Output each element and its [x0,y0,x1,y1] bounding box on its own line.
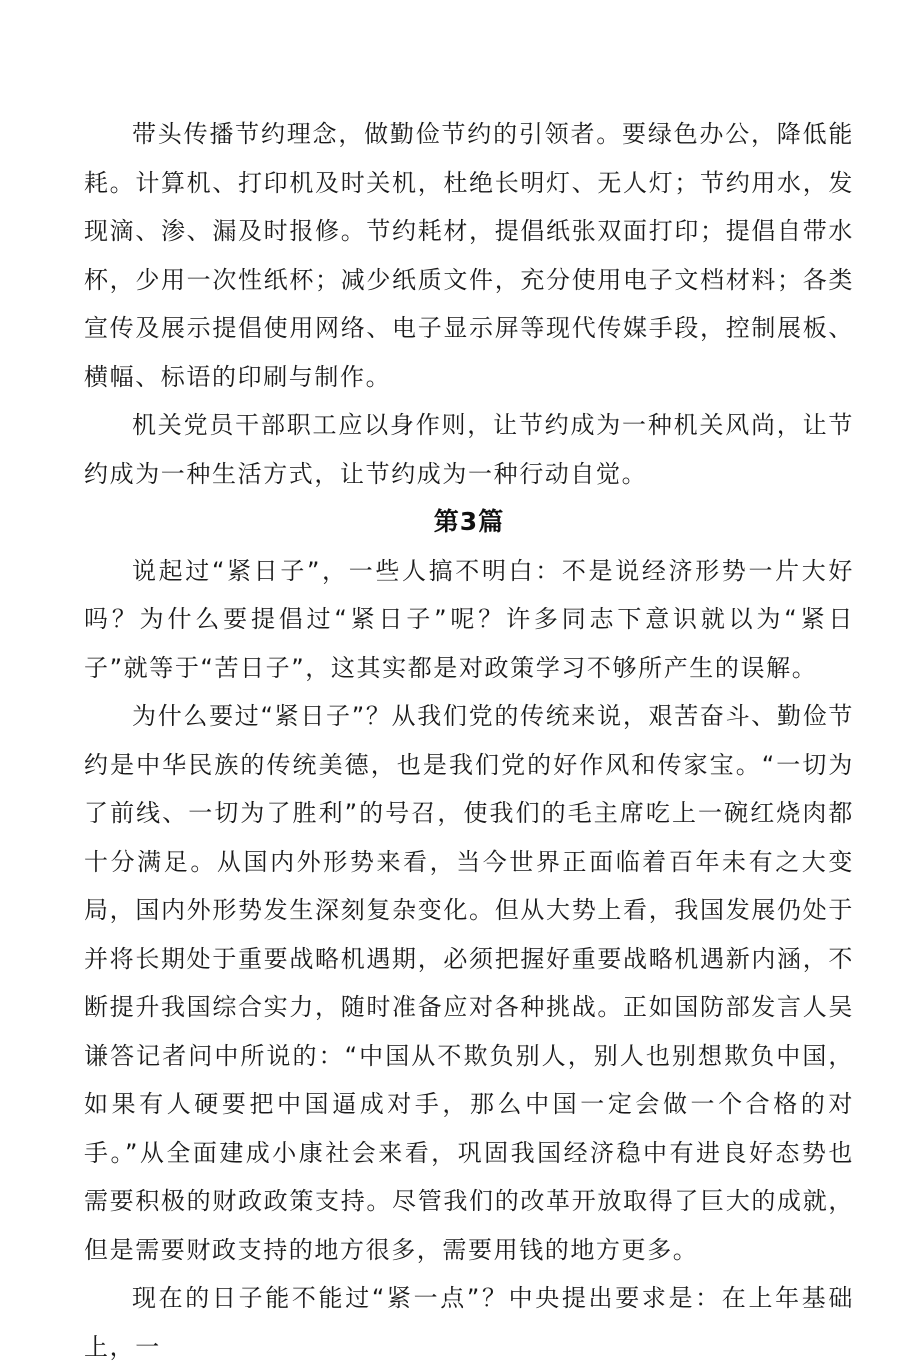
paragraph-why-tight-days: 为什么要过“紧日子”？从我们党的传统来说，艰苦奋斗、勤俭节约是中华民族的传统美德，也是我们党的好作风和传家宝。“一切为了前线、一切为了胜利”的号召，使我们的毛主席吃上一碗红烧肉都十分满足。从国内外形势来看，当今世界正面临着百年未有之大变局，国内外形势发生深刻复杂变化。但从大势上看，我国发展仍处于并将长期处于重要战略机遇期，必须把握好重要战略机遇新内涵，不断提升我国综合实力，随时准备应对各种挑战。正如国防部发言人吴谦答记者问中所说的：“中国从不欺负别人，别人也别想欺负中国，如果有人硬要把中国逼成对手，那么中国一定会做一个合格的对手。”从全面建成小康社会来看，巩固我国经济稳中有进良好态势也需要积极的财政政策支持。尽管我们的改革开放取得了巨大的成就，但是需要财政支持的地方很多，需要用钱的地方更多。 [84,702,854,1264]
paragraph-green-office: 带头传播节约理念，做勤俭节约的引领者。要绿色办公，降低能耗。计算机、打印机及时关机，杜绝长明灯、无人灯；节约用水，发现滴、渗、漏及时报修。节约耗材，提倡纸张双面打印；提倡自带水杯，少用一次性纸杯；减少纸质文件，充分使用电子文档材料；各类宣传及展示提倡使用网络、电子显示屏等现代传媒手段，控制展板、横幅、标语的印刷与制作。 [84,120,854,391]
paragraph-lead-by-example: 机关党员干部职工应以身作则，让节约成为一种机关风尚，让节约成为一种生活方式，让节约成为一种行动自觉。 [84,411,854,488]
paragraph-tighter-question: 现在的日子能不能过“紧一点”？中央提出要求是：在上年基础上，一 [84,1284,854,1361]
section-heading: 第3篇 [433,507,505,536]
document-body [84,110,854,1371]
paragraph-tight-days-intro: 说起过“紧日子”，一些人搞不明白：不是说经济形势一片大好吗？为什么要提倡过“紧日子”呢？许多同志下意识就以为“紧日子”就等于“苦日子”，这其实都是对政策学习不够所产生的误解。 [84,556,854,682]
